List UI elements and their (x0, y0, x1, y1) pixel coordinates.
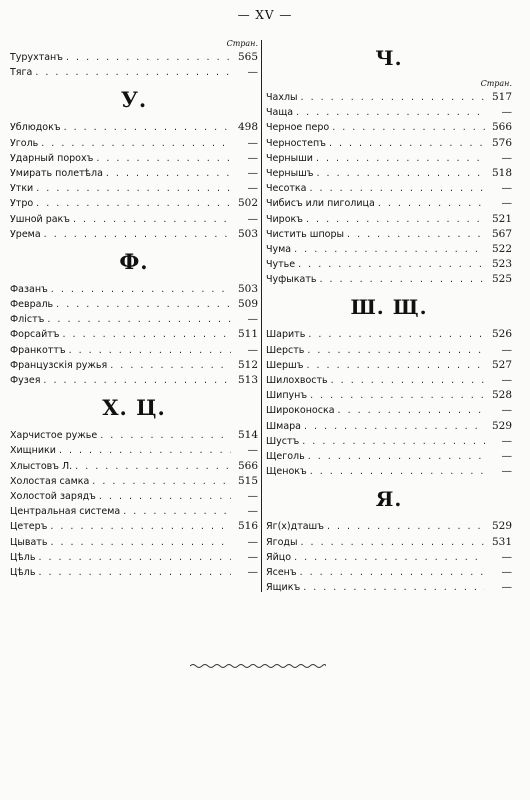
entry-page: — (247, 182, 258, 195)
entry-term: Цетеръ (10, 521, 48, 533)
leader-dots (316, 151, 485, 166)
entry-term: Черныши (266, 152, 313, 164)
ornament-rule (190, 663, 326, 669)
leader-dots (300, 535, 485, 550)
index-entry (10, 136, 258, 151)
leader-dots (96, 151, 231, 166)
index-entry (10, 459, 258, 474)
entry-page: 516 (237, 520, 258, 533)
entry-term: Умирать полетѣла (10, 167, 103, 179)
pages-label: Стран. (226, 39, 258, 48)
section-heading: Ш. Щ. (350, 295, 428, 320)
leader-dots (75, 459, 231, 474)
entry-term: Чума (266, 243, 292, 255)
entry-page: — (247, 66, 258, 79)
entry-page: 529 (491, 419, 512, 432)
leader-dots (300, 565, 485, 580)
index-entry (10, 120, 258, 135)
entry-page: — (501, 465, 512, 478)
entry-term: Центральная система (10, 506, 121, 518)
index-entry (266, 151, 512, 166)
entry-page: — (501, 197, 512, 210)
entry-page: — (247, 166, 258, 179)
entry-page: 525 (491, 273, 512, 286)
leader-dots (294, 550, 485, 565)
entry-page: 503 (237, 282, 258, 295)
leader-dots (306, 358, 485, 373)
index-entry (10, 50, 258, 65)
entry-page: 528 (491, 389, 512, 402)
entry-term: Ясенъ (266, 566, 297, 578)
index-entry (266, 272, 512, 287)
leader-dots (319, 272, 485, 287)
index-entry (10, 504, 258, 519)
index-entry (10, 227, 258, 242)
entry-term: Чуфыкать (266, 274, 317, 286)
entry-term: Фузея (10, 375, 41, 386)
index-entry (266, 373, 512, 388)
entry-term: Утро (10, 198, 34, 210)
entry-term: Ящикъ (266, 582, 301, 594)
leader-dots (347, 227, 485, 242)
entry-term: Шмара (266, 420, 301, 432)
leader-dots (59, 443, 231, 458)
index-entry (266, 580, 512, 595)
index-entry (266, 90, 512, 105)
leader-dots (308, 327, 485, 342)
index-entry (10, 196, 258, 211)
section-heading: Х. Ц. (102, 395, 166, 421)
entry-page: — (247, 565, 258, 578)
leader-dots (43, 373, 231, 388)
leader-dots (64, 120, 231, 135)
index-column-right (266, 38, 512, 595)
entry-page: — (247, 313, 258, 326)
entry-term: Яг(х)дташъ (266, 521, 324, 533)
leader-dots (310, 181, 486, 196)
entry-page: 511 (237, 328, 258, 341)
leader-dots (123, 504, 231, 519)
index-entry (266, 464, 512, 479)
leader-dots (296, 105, 485, 120)
section-heading: Ч. (375, 46, 403, 70)
index-entry (266, 196, 512, 211)
leader-dots (44, 227, 231, 242)
entry-term: Черное перо (266, 122, 330, 134)
index-entry (266, 434, 512, 449)
entry-term: Ушной ракъ (10, 213, 71, 225)
entry-page: — (501, 434, 512, 447)
leader-dots (99, 489, 231, 504)
leader-dots (307, 343, 485, 358)
index-entry (266, 166, 512, 181)
entry-term: Чибисъ или пиголица (266, 198, 375, 210)
leader-dots (338, 403, 485, 418)
index-entry (10, 312, 258, 327)
leader-dots (294, 242, 485, 257)
entry-term: Шипунъ (266, 390, 308, 402)
entry-term: Хищники (10, 445, 56, 457)
entry-term: Холостой зарядъ (10, 490, 96, 502)
index-entry (266, 181, 512, 196)
entry-page: — (247, 550, 258, 563)
index-column-left (10, 38, 258, 580)
index-entry (10, 474, 258, 489)
entry-page: — (501, 374, 512, 386)
entry-page: 576 (491, 136, 512, 149)
index-entry (266, 136, 512, 151)
entry-term: Шерсть (266, 344, 305, 356)
entry-term: Цѣль (10, 551, 36, 563)
entry-term: Шилохвость (266, 375, 328, 386)
entry-page: 566 (237, 459, 258, 472)
index-entry (10, 151, 258, 166)
entry-term: Шершъ (266, 359, 304, 371)
leader-dots (100, 428, 231, 443)
entry-page: 503 (237, 227, 258, 240)
entry-page: — (501, 151, 512, 164)
index-entry (266, 120, 512, 135)
entry-page: 517 (491, 91, 512, 103)
index-entry (266, 449, 512, 464)
index-entry (10, 212, 258, 227)
entry-page: — (247, 444, 258, 457)
section-heading: Ф. (119, 248, 149, 274)
entry-page: — (247, 505, 258, 518)
index-entry (266, 242, 512, 257)
leader-dots (329, 136, 485, 151)
entry-term: Уголь (10, 137, 39, 149)
entry-term: Шустъ (266, 435, 300, 447)
index-entry (266, 358, 512, 373)
entry-term: Чаща (266, 107, 294, 119)
index-entry (10, 343, 258, 358)
entry-term: Тяга (10, 67, 33, 79)
entry-term: Чутье (266, 259, 296, 271)
entry-term: Фазанъ (10, 283, 48, 295)
entry-page: — (501, 449, 512, 462)
index-entry (10, 550, 258, 565)
leader-dots (301, 90, 485, 105)
entry-term: Турухтанъ (10, 52, 63, 63)
leader-dots (36, 196, 231, 211)
entry-page: 529 (491, 520, 512, 533)
leader-dots (36, 181, 231, 196)
index-entry (266, 565, 512, 580)
leader-dots (50, 519, 231, 534)
entry-page: 509 (237, 298, 258, 311)
leader-dots (41, 136, 231, 151)
leader-dots (306, 212, 485, 227)
leader-dots (304, 419, 485, 434)
entry-term: Черностепъ (266, 137, 326, 149)
leader-dots (63, 327, 232, 342)
entry-term: Форсайтъ (10, 329, 60, 341)
entry-page: 512 (237, 358, 258, 371)
entry-page: 518 (491, 166, 512, 179)
section-heading: У. (120, 87, 148, 113)
entry-page: — (501, 565, 512, 578)
entry-page: — (247, 343, 258, 356)
entry-term: Хлыстовъ Л. (10, 460, 73, 472)
leader-dots (310, 388, 485, 403)
index-entry (266, 227, 512, 242)
leader-dots (73, 212, 231, 227)
leader-dots (298, 257, 485, 272)
index-entry (10, 428, 258, 443)
leader-dots (332, 120, 485, 135)
entry-page: — (247, 136, 258, 149)
leader-dots (308, 449, 485, 464)
entry-page: — (501, 106, 512, 119)
entry-term: Цѣль (10, 566, 36, 578)
entry-page: 566 (491, 121, 512, 134)
leader-dots (51, 282, 231, 297)
entry-term: Яйцо (266, 551, 292, 563)
entry-term: Франкоттъ (10, 344, 66, 356)
entry-page: 513 (237, 374, 258, 386)
leader-dots (92, 474, 231, 489)
entry-term: Холостая самка (10, 475, 90, 487)
entry-term: Ягоды (266, 536, 298, 548)
entry-page: — (247, 489, 258, 502)
entry-page: 531 (491, 535, 512, 548)
entry-page: 515 (237, 474, 258, 487)
leader-dots (303, 580, 485, 595)
index-entry (266, 388, 512, 403)
leader-dots (310, 464, 485, 479)
entry-page: 565 (237, 51, 258, 63)
entry-page: 502 (237, 197, 258, 210)
entry-term: Чистить шпоры (266, 228, 345, 240)
entry-page: 514 (237, 429, 258, 442)
entry-page: — (247, 535, 258, 548)
leader-dots (302, 434, 485, 449)
leader-dots (56, 297, 231, 312)
entry-page: — (501, 550, 512, 563)
index-entry (10, 358, 258, 373)
index-entry (10, 181, 258, 196)
index-entry (10, 327, 258, 342)
leader-dots (69, 343, 231, 358)
index-entry (266, 212, 512, 227)
entry-term: Февраль (10, 299, 54, 311)
entry-term: Чернышъ (266, 167, 314, 179)
leader-dots (378, 196, 485, 211)
entry-page: 523 (491, 258, 512, 271)
leader-dots (50, 535, 231, 550)
entry-term: Ублюдокъ (10, 122, 61, 134)
leader-dots (317, 166, 485, 181)
entry-page: 522 (491, 242, 512, 255)
index-entry (266, 419, 512, 434)
index-entry (10, 489, 258, 504)
entry-page: 498 (237, 121, 258, 134)
index-entry (10, 297, 258, 312)
entry-page: — (501, 404, 512, 417)
entry-term: Щеголь (266, 450, 305, 462)
pages-label: Стран. (480, 79, 512, 88)
entry-term: Цывать (10, 536, 48, 548)
index-entry (10, 565, 258, 580)
index-entry (266, 257, 512, 272)
leader-dots (38, 565, 231, 580)
index-entry (266, 105, 512, 120)
leader-dots (38, 550, 231, 565)
entry-page: 567 (491, 227, 512, 240)
index-entry (266, 550, 512, 565)
entry-page: — (501, 343, 512, 356)
leader-dots (47, 312, 231, 327)
column-divider (261, 40, 262, 592)
entry-page: 527 (491, 358, 512, 371)
entry-term: Чесотка (266, 183, 307, 195)
section-heading: Я. (375, 487, 403, 512)
index-entry (266, 343, 512, 358)
index-entry (10, 373, 258, 388)
index-entry (266, 535, 512, 550)
index-entry (10, 443, 258, 458)
entry-term: Харчистое ружье (10, 430, 98, 442)
entry-page: 526 (491, 328, 512, 341)
index-entry (10, 282, 258, 297)
leader-dots (35, 65, 231, 80)
index-entry (266, 403, 512, 418)
entry-page: — (247, 151, 258, 164)
index-entry (10, 65, 258, 80)
leader-dots (327, 519, 485, 534)
entry-term: Чахлы (266, 92, 298, 103)
index-entry (266, 327, 512, 342)
entry-page: 521 (491, 212, 512, 225)
entry-term: Чирокъ (266, 213, 303, 225)
entry-term: Широконоска (266, 405, 335, 417)
entry-page: — (247, 212, 258, 225)
index-entry (10, 519, 258, 534)
entry-term: Французскія ружья (10, 359, 108, 371)
entry-term: Утки (10, 183, 34, 195)
index-entry (10, 166, 258, 181)
index-entry (10, 535, 258, 550)
index-entry (266, 519, 512, 534)
page-number: — XV — (237, 8, 293, 22)
entry-page: — (501, 182, 512, 195)
entry-term: Ударный порохъ (10, 152, 94, 164)
leader-dots (66, 50, 231, 65)
leader-dots (331, 373, 485, 388)
leader-dots (106, 166, 231, 181)
entry-term: Щенокъ (266, 466, 307, 478)
entry-term: Флістъ (10, 314, 45, 326)
entry-term: Шарить (266, 329, 306, 341)
entry-term: Урема (10, 228, 41, 240)
leader-dots (110, 358, 231, 373)
entry-page: — (501, 581, 512, 594)
